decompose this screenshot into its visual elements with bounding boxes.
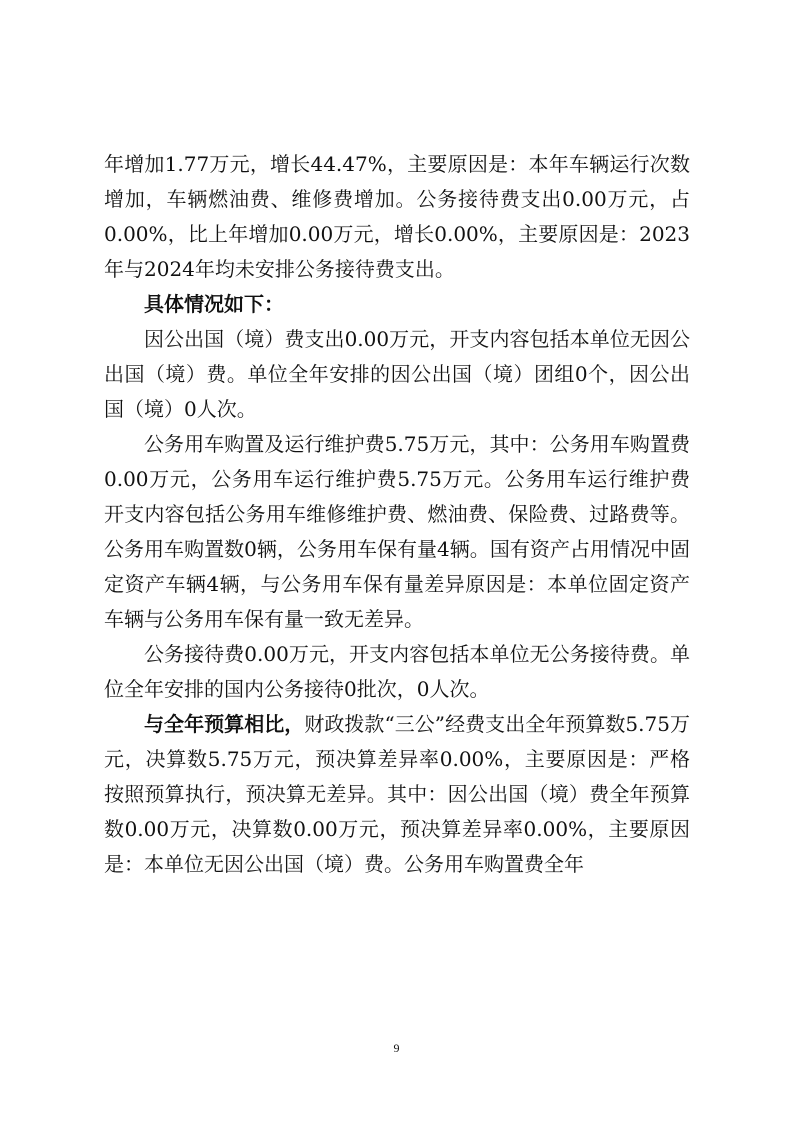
paragraph-text: 公务用车购置及运行维护费5.75万元，其中：公务用车购置费0.00万元，公务用车运行维护费5.75万元。公务用车运行维护费开支内容包括公务用车维修维护费、燃油费、保险费、过路费等。公务用车购置数0辆，公务用车保有量4辆。国有资产占用情况中固定资产车辆4辆，与公务用车保有量差异原因是：本单位固定资产车辆与公务用车保有量一致无差异。 (104, 432, 690, 631)
paragraph-text: 财政拨款“三公”经费支出全年预算数5.75万元，决算数5.75万元，预决算差异率0.00%，主要原因是：严格按照预算执行，预决算无差异。其中：因公出国（境）费全年预算数0.00万元，决算数0.00万元，预决算差异率0.00%，主要原因是：本单位无因公出国（境）费。公务用车购置费全年 (104, 712, 690, 876)
paragraph-text: 因公出国（境）费支出0.00万元，开支内容包括本单位无因公出国（境）费。单位全年安排的因公出国（境）团组0个，因公出国（境）0人次。 (104, 327, 690, 421)
paragraph-vehicle-and-reception-summary (104, 147, 690, 287)
section-lead: 具体情况如下： (144, 292, 284, 316)
paragraph-official-reception (104, 637, 690, 707)
paragraph-budget-comparison (104, 707, 690, 882)
paragraph-text: 公务接待费0.00万元，开支内容包括本单位无公务接待费。单位全年安排的国内公务接待0批次，0人次。 (104, 642, 690, 701)
paragraph-official-vehicles (104, 427, 690, 637)
section-lead: 与全年预算相比， (144, 712, 305, 736)
paragraph-details-heading (104, 287, 690, 322)
page-number: 9 (393, 1041, 400, 1055)
paragraph-overseas-travel (104, 322, 690, 427)
paragraph-text: 年增加1.77万元，增长44.47%，主要原因是：本年车辆运行次数增加，车辆燃油费、维修费增加。公务接待费支出0.00万元，占0.00%，比上年增加0.00万元，增长0.00%，主要原因是：2023年与2024年均未安排公务接待费支出。 (104, 152, 690, 281)
document-body (104, 147, 690, 882)
